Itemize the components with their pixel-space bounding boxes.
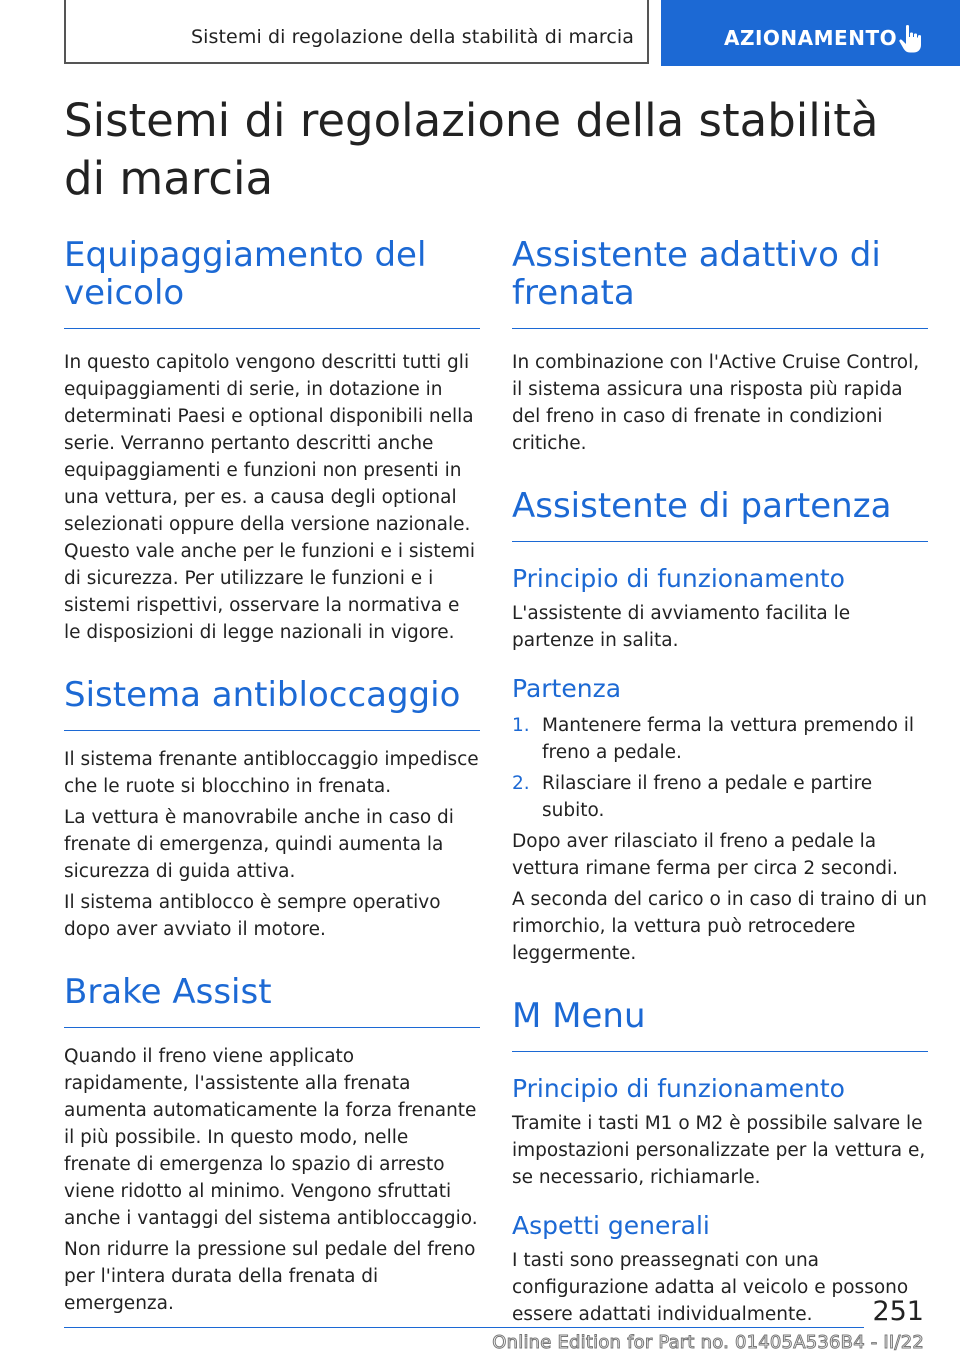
footer-divider [64,1327,864,1328]
section-m-menu [512,997,928,1328]
page-header [0,0,960,66]
start-steps-list [512,712,928,824]
abs-text-1: Il sistema frenante antibloccaggio impedisce che le ruote si blocchino in frenata. [64,749,479,797]
hill-start-text-1: Dopo aver rilasciato il freno a pedale la vettura rimane ferma per circa 2 secondi. [512,831,899,879]
step-item [512,712,928,766]
left-column [64,236,480,1317]
section-label: AZIONAMENTO [724,26,898,50]
page-title: Sistemi di regolazione della stabilità di marcia [64,94,879,205]
page-number: 251 [872,1296,924,1327]
heading-m-menu: M Menu [512,997,928,1052]
section-adaptive-brake-assist [512,236,928,457]
edition-footer: Online Edition for Part no. 01405A536B4 - II/22 [492,1332,924,1353]
brake-assist-text-1: Quando il freno viene applicato rapidamente, l'assistente alla frenata aumenta automaticamente la forza frenante il più possibile. In questo modo, nelle frenate di emergenza lo spazio di arresto viene ridotto al minimo. Vengono sfruttati anche i vantaggi del sistema antibloccaggio. [64,1046,478,1229]
general-aspects-text: I tasti sono preassegnati con una configurazione adatta al veicolo e possono essere adattati individualmente. [512,1250,909,1325]
section-abs [64,676,480,943]
step-text: Rilasciare il freno a pedale e partire subito. [542,773,873,821]
step-item [512,770,928,824]
hill-start-text-2: A seconda del carico o in caso di traino di un rimorchio, la vettura può retrocedere leggermente. [512,889,928,964]
step-number: 2. [512,773,530,794]
header-title: Sistemi di regolazione della stabilità di marcia [190,26,634,48]
section-tab [661,0,960,66]
section-vehicle-equipment [64,236,480,646]
heading-brake-assist: Brake Assist [64,973,480,1028]
brake-assist-text-2: Non ridurre la pressione sul pedale del freno per l'intera durata della frenata di emergenza. [64,1239,476,1314]
section-brake-assist [64,973,480,1317]
step-number: 1. [512,715,530,736]
section-hill-start-assist [512,487,928,967]
hill-start-principle-text: L'assistente di avviamento facilita le partenze in salita. [512,603,851,651]
subheading-hill-start-principle: Principio di funzionamento [512,564,845,593]
subheading-m-menu-principle: Principio di funzionamento [512,1074,845,1103]
subheading-general-aspects: Aspetti generali [512,1211,710,1240]
equipment-text: In questo capitolo vengono descritti tutti gli equipaggiamenti di serie, in dotazione in determinati Paesi e optional disponibili nella serie. Verranno pertanto descritti anche equipaggiamenti e funzioni non presenti in una vettura, per es. a causa degli optional selezionati oppure della versione nazionale. Questo vale anche per le funzioni e i sistemi di sicurezza. Per utilizzare le funzioni e i sistemi rispettivi, osservare la normativa e le disposizioni di legge nazionali in vigore. [64,352,476,643]
heading-abs: Sistema antibloccaggio [64,676,480,731]
m-menu-principle-text: Tramite i tasti M1 o M2 è possibile salvare le impostazioni personalizzate per la vettura e, se necessario, richiamarle. [512,1113,926,1188]
step-text: Mantenere ferma la vettura premendo il freno a pedale. [542,715,915,763]
abs-text-2: La vettura è manovrabile anche in caso di frenate di emergenza, quindi aumenta la sicurezza di guida attiva. [64,807,454,882]
subheading-start: Partenza [512,674,622,703]
heading-adaptive-brake-assist: Assistente adattivo di frenata [512,236,928,329]
abs-text-3: Il sistema antiblocco è sempre operativo dopo aver avviato il motore. [64,892,441,940]
heading-hill-start-assist: Assistente di partenza [512,487,928,542]
heading-vehicle-equipment: Equipaggiamento del veicolo [64,236,480,329]
right-column [512,236,928,1328]
pointing-hand-icon [897,24,923,54]
adaptive-brake-text: In combinazione con l'Active Cruise Control, il sistema assicura una risposta più rapida del freno in caso di frenate in condizioni critiche. [512,352,920,454]
